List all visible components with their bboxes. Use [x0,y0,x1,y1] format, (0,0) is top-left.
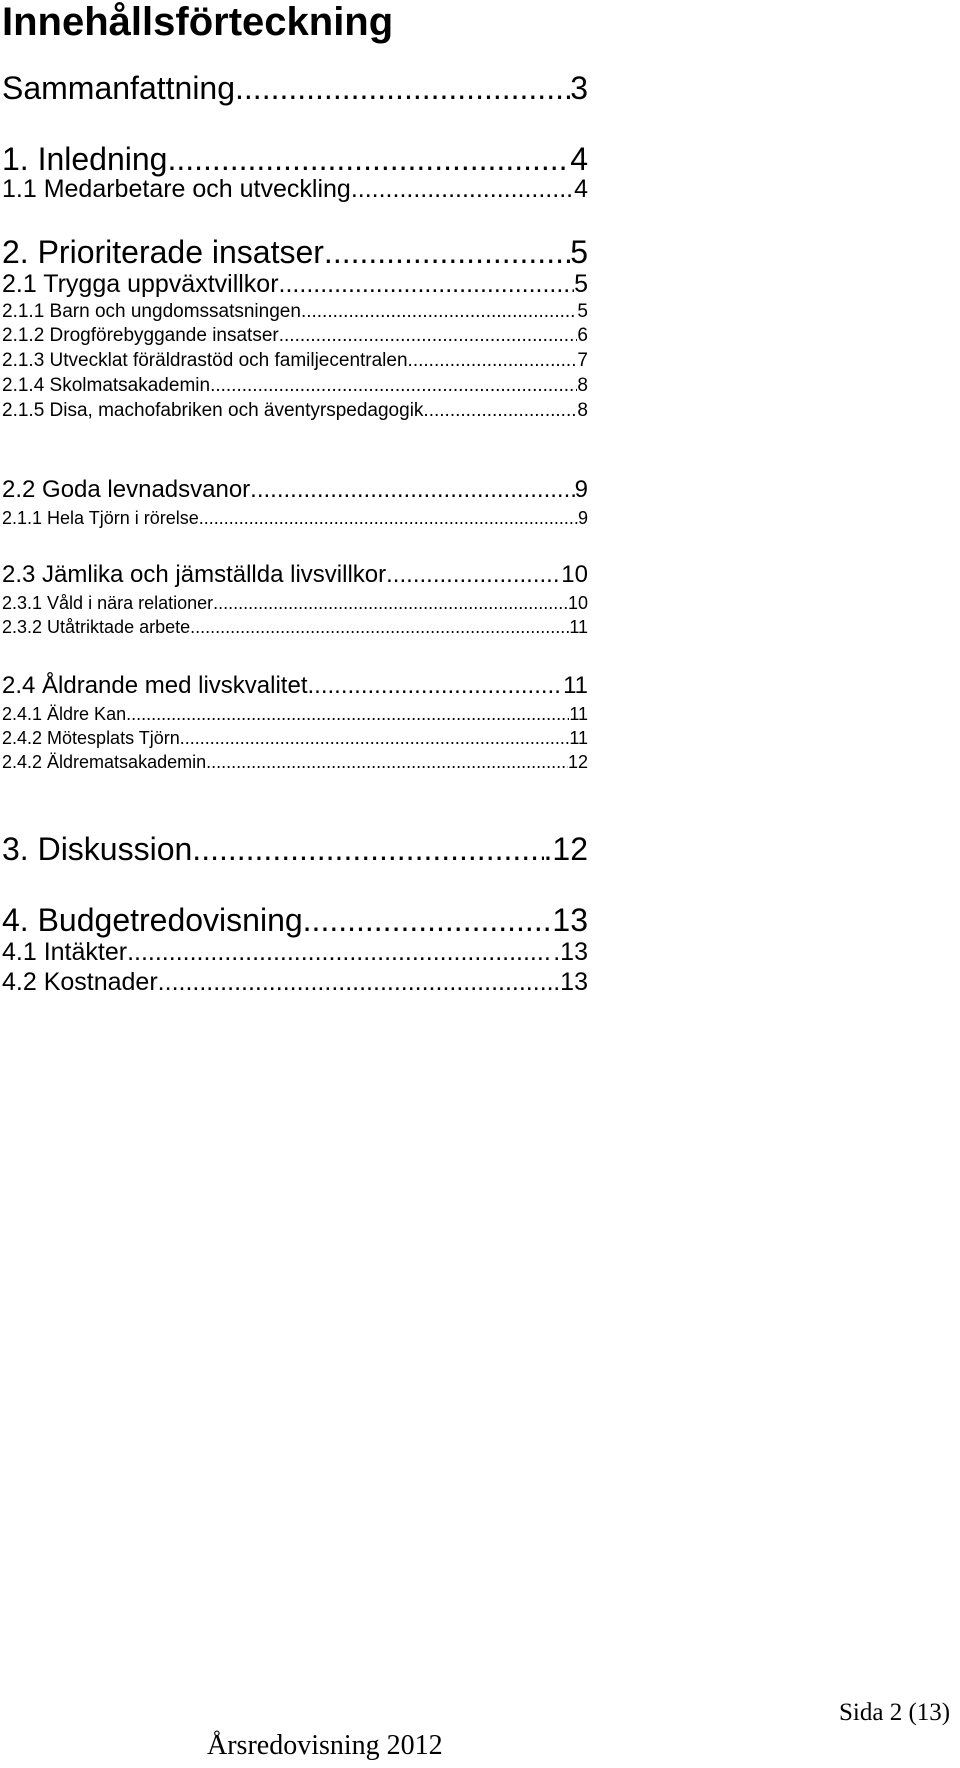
toc-entry-label: 2.3.1 Våld i nära relationer [2,593,214,613]
toc-entry-page: 11 [569,704,588,724]
toc-entry-label: 1.1 Medarbetare och utveckling [2,175,351,203]
toc-entry-page: 8 [577,400,588,421]
document-footer: Årsredovisning 2012 [207,1730,443,1761]
toc-entry-label: 2.1.1 Hela Tjörn i rörelse [2,508,199,528]
toc-entry-label: 4. Budgetredovisning [2,902,303,938]
toc-entry-label: 2.1.1 Barn och ungdomssatsningen [2,301,301,322]
toc-entry-label: Sammanfattning [2,70,236,106]
toc-entry-page: 4 [574,175,588,203]
toc-entry[interactable] [2,72,588,104]
toc-entry[interactable] [2,236,588,268]
toc-entry-page: 9 [574,476,588,503]
toc-leader [408,351,578,370]
toc-leader [127,940,553,965]
toc-entry[interactable] [2,705,588,723]
toc-leader [185,729,570,747]
toc-entry-page: 12 [567,752,588,772]
toc-entry-label: 2.4.2 Mötesplats Tjörn. [2,728,185,748]
toc-entry-label: 3. Diskussion [2,831,193,867]
toc-entry[interactable] [2,326,588,345]
toc-entry-page: 11 [569,617,588,637]
toc-entry[interactable] [2,509,588,527]
toc-entry-label: 4.2 Kostnader [2,968,158,996]
toc-leader [324,236,570,268]
toc-entry-page: 7 [577,350,588,371]
toc-leader [167,143,570,175]
toc-entry-page: 5 [570,234,588,270]
toc-leader [158,970,554,995]
toc-entry-label: 4.1 Intäkter [2,938,128,966]
toc-leader [192,833,543,865]
toc-entry-page: 3 [570,70,588,106]
toc-entry[interactable] [2,478,588,502]
toc-entry-label: 2.1.4 Skolmatsakademin [2,375,211,396]
toc-entry-label: 2. Prioriterade insatser [2,234,324,270]
toc-entry-label: 2.1.2 Drogförebyggande insatser [2,325,279,346]
toc-entry[interactable] [2,940,588,965]
toc-title: Innehållsförteckning [2,0,394,44]
toc-entry[interactable] [2,376,588,395]
toc-entry[interactable] [2,753,588,771]
toc-entry-label: 2.3.2 Utåtriktade arbete [2,617,191,637]
toc-entry[interactable] [2,272,588,297]
toc-entry-label: 1. Inledning [2,141,168,177]
toc-leader [131,705,569,723]
toc-entry[interactable] [2,833,588,865]
toc-leader [386,563,561,587]
toc-entry[interactable] [2,904,588,936]
toc-leader [423,401,577,420]
toc-leader [190,618,569,636]
toc-entry[interactable] [2,563,588,587]
toc-entry-page: 11 [569,728,588,748]
toc-entry-page: 11 [563,672,588,699]
toc-entry-page: 5 [577,301,588,322]
toc-leader [307,674,563,698]
toc-entry[interactable] [2,729,588,747]
toc-entry-label: 2.4.1 Äldre Kan. [2,704,132,724]
toc-entry-page: 13 [552,902,588,938]
toc-entry-page: 10 [567,593,588,613]
toc-entry[interactable] [2,594,588,612]
toc-entry[interactable] [2,302,588,321]
toc-entry-label: 2.4 Åldrande med livskvalitet [2,672,308,699]
toc-entry-page: 8 [577,375,588,396]
toc-entry-page: 6 [577,325,588,346]
toc-entry-label: 2.1 Trygga uppväxtvillkor [2,270,279,298]
toc-leader [279,326,578,345]
toc-entry-label: 2.1.3 Utvecklat föräldrastöd och familjecentralen [2,350,408,371]
toc-leader [210,376,577,395]
toc-entry-page: 9 [577,508,588,528]
toc-entry-label: 2.4.2 Äldrematsakademin. [2,752,212,772]
toc-entry-page: .12 [543,831,588,867]
toc-entry[interactable] [2,401,588,420]
toc-entry-page: 5 [574,270,588,298]
toc-entry-page: .13 [553,968,588,996]
toc-entry[interactable] [2,351,588,370]
toc-leader [211,753,568,771]
toc-entry-page: 10 [561,561,588,588]
toc-leader [351,177,574,202]
toc-entry-label: 2.2 Goda levnadsvanor [2,476,251,503]
toc-leader [250,478,574,502]
toc-entry-label: 2.1.5 Disa, machofabriken och äventyrspedagogik [2,400,424,421]
toc-entry[interactable] [2,970,588,995]
toc-entry[interactable] [2,143,588,175]
toc-leader [303,904,553,936]
toc-entry[interactable] [2,177,588,202]
toc-leader [213,594,568,612]
toc-entry-page: 4 [570,141,588,177]
toc-entry[interactable] [2,674,588,698]
toc-leader [199,509,578,527]
page-number: Sida 2 (13) [839,1699,951,1726]
toc-entry[interactable] [2,618,588,636]
toc-entry-label: 2.3 Jämlika och jämställda livsvillkor [2,561,387,588]
toc-leader [301,302,577,321]
toc-leader [235,72,570,104]
toc-leader [279,272,575,297]
toc-entry-page: .13 [553,938,588,966]
